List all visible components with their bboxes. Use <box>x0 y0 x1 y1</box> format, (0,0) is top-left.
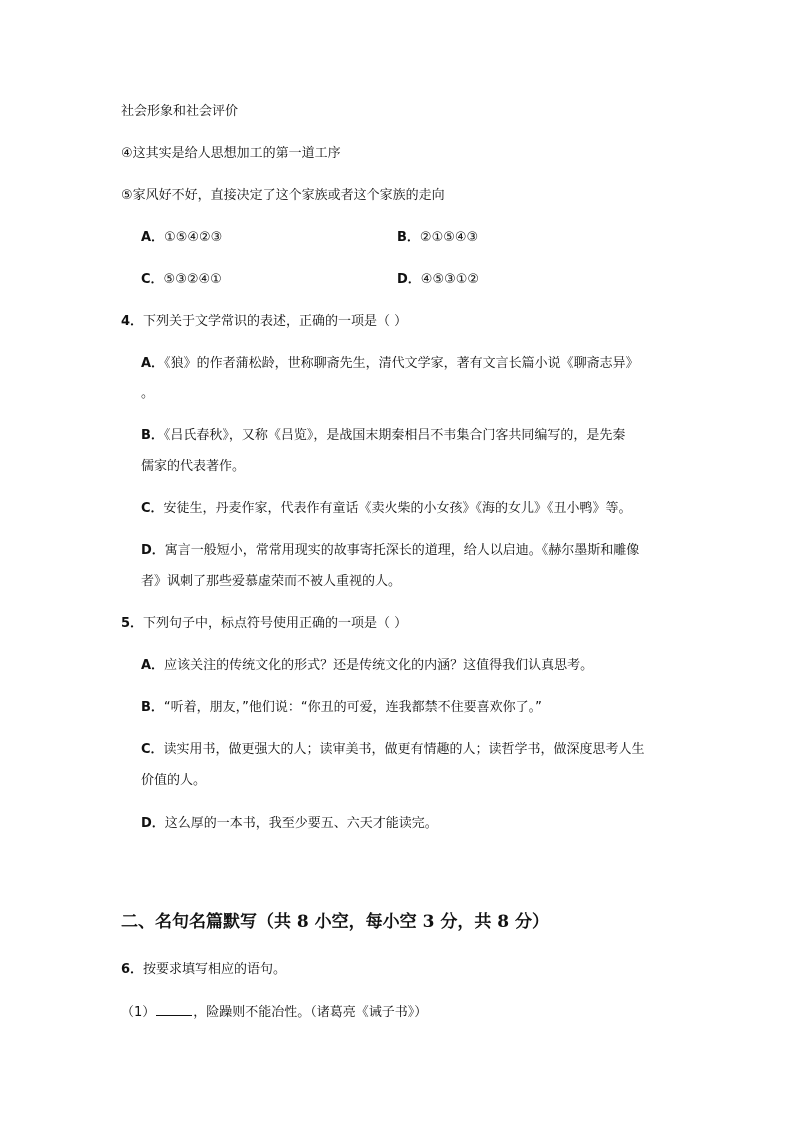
option-text: 安徒生，丹麦作家，代表作有童话《卖火柴的小女孩》《海的女儿》《丑小鸭》等。 <box>163 501 632 516</box>
q5-option-d <box>141 815 438 833</box>
option-label: B． <box>397 230 420 245</box>
fill-in-blank[interactable] <box>156 1003 192 1016</box>
section-heading: 二、名句名篇默写（共 8 小空，每小空 3 分，共 8 分） <box>121 912 549 932</box>
option-text: 《狼》的作者蒲松龄，世称聊斋先生，清代文学家，著有文言长篇小说《聊斋志异》 <box>164 356 639 371</box>
option-text: “听着，朋友，”他们说：“你丑的可爱，连我都禁不住要喜欢你了。” <box>163 700 542 715</box>
q5-option-c-continued: 价值的人。 <box>141 773 207 788</box>
q4-option-d <box>141 542 639 560</box>
option-label: A． <box>141 356 165 371</box>
option-label: C． <box>141 272 164 287</box>
q4-option-c <box>141 500 632 518</box>
q6-stem <box>121 961 286 979</box>
option-text: 寓言一般短小，常常用现实的故事寄托深长的道理，给人以启迪。《赫尔墨斯和雕像 <box>164 543 640 558</box>
option-label: B． <box>141 700 164 715</box>
option-text: ①⑤④②③ <box>164 230 223 245</box>
option-text: 读实用书，做更强大的人；读审美书，做更有情趣的人；读哲学书，做深度思考人生 <box>163 742 645 757</box>
q4-option-a <box>141 355 639 373</box>
q5-option-c <box>141 741 645 759</box>
q5-option-b <box>141 699 542 717</box>
option-text: 《吕氏春秋》，又称《吕览》，是战国末期秦相吕不韦集合门客共同编写的，是先秦 <box>163 428 626 443</box>
option-label: D． <box>141 816 165 831</box>
option-label: A． <box>141 230 165 245</box>
q3-item-5: ⑤家风好不好，直接决定了这个家族或者这个家族的走向 <box>121 188 445 203</box>
q3-option-d <box>397 271 479 289</box>
q3-item-4: ④这其实是给人思想加工的第一道工序 <box>121 146 341 161</box>
question-stem: 下列关于文学常识的表述，正确的一项是（ ） <box>143 314 408 329</box>
option-text: 这么厚的一本书，我至少要五、六天才能读完。 <box>164 816 438 831</box>
q4-option-b <box>141 427 625 445</box>
question-number: 4． <box>121 314 144 329</box>
q4-stem <box>121 313 407 331</box>
option-label: D． <box>141 543 165 558</box>
q6-item-1 <box>121 1003 427 1022</box>
q5-stem <box>121 615 407 633</box>
question-number: 5． <box>121 616 144 631</box>
option-text: ④⑤③①② <box>420 272 480 287</box>
option-label: D． <box>397 272 421 287</box>
q4-option-a-continued: 。 <box>141 386 155 401</box>
q3-option-b <box>397 229 478 247</box>
option-text: ②①⑤④③ <box>419 230 479 245</box>
option-text: 应该关注的传统文化的形式？还是传统文化的内涵？这值得我们认真思考。 <box>164 658 594 673</box>
q4-option-d-continued: 者》讽刺了那些爱慕虚荣而不被人重视的人。 <box>141 574 402 589</box>
option-label: A． <box>141 658 165 673</box>
option-label: B． <box>141 428 164 443</box>
option-text: ⑤③②④① <box>163 272 222 287</box>
question-stem: 按要求填写相应的语句。 <box>143 962 287 977</box>
item-text: ，险躁则不能冶性。（诸葛亮《诫子书》） <box>193 1005 428 1020</box>
option-label: C． <box>141 742 164 757</box>
question-number: 6． <box>121 962 144 977</box>
q3-option-c <box>141 271 222 289</box>
q3-continuation-text: 社会形象和社会评价 <box>121 104 239 119</box>
question-stem: 下列句子中，标点符号使用正确的一项是（ ） <box>143 616 408 631</box>
option-label: C． <box>141 501 164 516</box>
item-number: （1） <box>121 1005 156 1020</box>
q4-option-b-continued: 儒家的代表著作。 <box>141 459 246 474</box>
q5-option-a <box>141 657 593 675</box>
q3-option-a <box>141 229 222 247</box>
